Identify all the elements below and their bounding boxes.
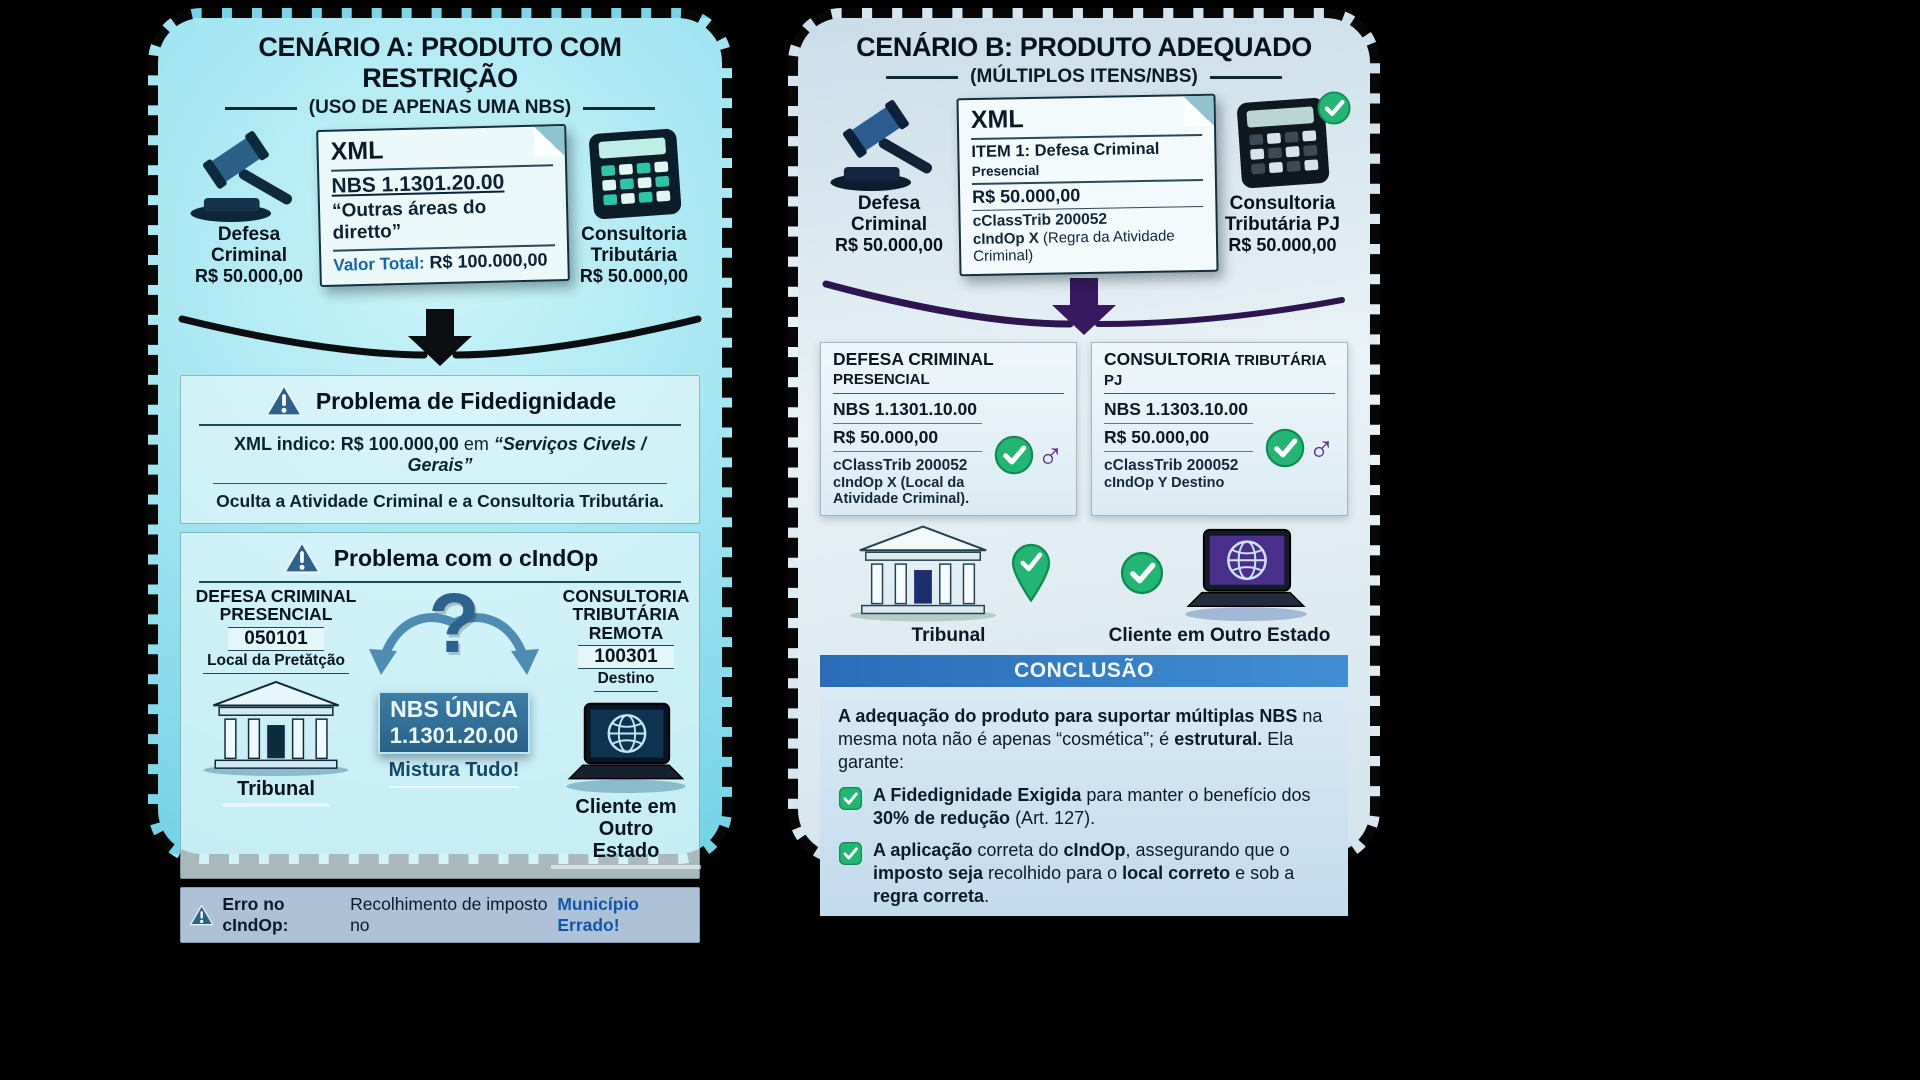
down-arrow-icon (170, 309, 710, 367)
card2-title2: TRIBUTÁRIA PJ (1104, 352, 1327, 389)
nbs-unica-line1: NBS ÚNICA (390, 696, 518, 722)
card1-nbs: NBS 1.1301.10.00 (833, 394, 982, 424)
fidedignidade-line1 (213, 434, 667, 484)
xml-cindop-rest: (Regra da Atividade Criminal) (973, 227, 1175, 266)
problema-cindop-box (180, 532, 700, 879)
card2-body (1104, 394, 1335, 491)
pin-check-icon (1008, 542, 1054, 602)
panel-a-title: CENÁRIO A: PRODUTO COM RESTRIÇÃO (258, 32, 622, 93)
defesa-code: 050101 (228, 627, 323, 651)
card2-nbs: NBS 1.1303.10.00 (1104, 394, 1253, 424)
cliente-place (1091, 524, 1348, 647)
defesa-caption: Local da Pretătção (203, 651, 349, 674)
card2-value: R$ 50.000,00 (1104, 424, 1253, 452)
problema-fidedignidade-title-row (195, 383, 685, 419)
problema-fidedignidade-box (180, 375, 700, 524)
card1-cclasstrib: cClassTrib 200052 (833, 456, 968, 474)
xml-item-line (971, 139, 1202, 181)
bullet1-bold1: A Fidedignidade Exigida (873, 784, 1082, 805)
card1-title1: DEFESA CRIMINAL (833, 349, 994, 369)
xml-total-value: R$ 100.000,00 (429, 249, 548, 273)
check-circle-icon (1264, 427, 1306, 469)
cindop-right-column (551, 587, 701, 869)
tribunal-label-b: Tribunal (911, 624, 986, 646)
cindop-grid (195, 576, 690, 869)
nbs-unica-line2: 1.1301.20.00 (389, 723, 519, 748)
divider (225, 107, 297, 110)
down-arrow-a (180, 309, 700, 367)
gavel-icon (820, 96, 958, 192)
panel-a-header (180, 32, 700, 119)
mistura-tudo-label: Mistura Tudo! (389, 759, 520, 788)
nbs-unica-box (378, 691, 530, 754)
erro-highlight: Município Errado! (557, 894, 639, 936)
item-cards (820, 342, 1348, 516)
bullet2-seg3: recolhido para o (983, 862, 1123, 883)
card2-header (1104, 350, 1335, 394)
check-badge-icon (1316, 90, 1352, 126)
problema-cindop-title: Problema com o cIndOp (333, 544, 599, 571)
xml-description: “Outras áreas do diretto” (331, 196, 487, 244)
calculator-wrap (574, 127, 694, 223)
bullet2-text (873, 839, 1330, 908)
defesa-criminal-label: Defesa Criminal (210, 224, 288, 266)
problema-cindop-title-row (195, 540, 685, 576)
conclusao-seg2: Ela garante: (838, 728, 1294, 772)
check-square-icon (838, 786, 863, 811)
divider (1210, 76, 1282, 79)
tribunal-place (820, 522, 1077, 647)
conclusao-bullet-2 (838, 839, 1330, 908)
xml-indico-mid: em (463, 434, 489, 454)
xml-cindop-line (973, 227, 1204, 265)
conclusao-seg-bold2: estrutural. (1174, 728, 1263, 749)
down-arrow-icon (814, 278, 1354, 336)
xml-document-b (956, 94, 1218, 276)
laptop-globe-icon (551, 698, 701, 794)
defesa-criminal-actor (180, 127, 318, 287)
bullet2-bold3: imposto seja (873, 862, 984, 883)
tribunal-label: Tribunal (223, 778, 329, 807)
consultoria-actor-b (1217, 96, 1348, 256)
xml-indico-quote: “Serviços Civels / Gerais” (407, 434, 646, 475)
cliente-icons (1119, 524, 1321, 622)
card1-value: R$ 50.000,00 (833, 424, 982, 452)
consultoria-remota-title: CONSULTORIA TRIBUTÁRIA REMOTA (562, 586, 690, 643)
bullet2-seg1: correta do (972, 839, 1064, 860)
conclusao-seg1: na mesma nota não é apenas “cosmética”; é (838, 705, 1323, 749)
cliente-label: Cliente em Outro Estado (551, 796, 701, 869)
panel-b-title: CENÁRIO B: PRODUTO ADEQUADO (856, 32, 1312, 62)
defesa-criminal-actor-b (820, 96, 958, 256)
cindop-center-column (361, 576, 547, 869)
conclusao-bullet-1 (838, 784, 1330, 830)
bullet1-seg1: para manter o benefício dos (1081, 784, 1311, 805)
xml-total-line (333, 249, 555, 275)
male-symbol-icon: ♂ (1308, 426, 1335, 468)
panel-a-subtitle: (USO DE APENAS UMA NBS) (308, 97, 572, 118)
panel-a-top-row (180, 127, 700, 305)
bullet1-seg2: (Art. 127). (1010, 807, 1096, 828)
fidedignidade-line2: Oculta a Atividade Criminal e a Consultoria Tributária. (216, 491, 664, 511)
bullet2-seg5: . (984, 885, 990, 906)
card-defesa-criminal (820, 342, 1077, 516)
warning-icon (282, 540, 322, 576)
calculator-wrap-b (1222, 96, 1342, 192)
panel-b-subtitle-row (820, 66, 1348, 88)
panel-b-subtitle: (MÚLTIPLOS ITENS/NBS) (970, 66, 1198, 87)
bullet2-bold2: cIndOp (1063, 839, 1126, 860)
question-mark: ? (428, 576, 480, 670)
xml-cindop-code: cIndOp X (972, 229, 1039, 249)
tribunal-building-icon (195, 678, 357, 776)
warning-icon (189, 904, 214, 927)
xml-cclasstrib: cClassTrib 200052 (972, 210, 1108, 231)
erro-cindop-bar (180, 887, 700, 943)
tribunal-building-icon (844, 522, 1002, 622)
bullet2-bold4: local correto (1122, 862, 1231, 883)
bullet2-bold1: A aplicação (873, 839, 973, 860)
panel-a-subtitle-row (180, 97, 700, 119)
bullet1-bold2: 30% de redução (873, 807, 1011, 828)
consultoria-code: 100301 (578, 645, 673, 669)
xml-item-name: Defesa Criminal (1034, 139, 1160, 160)
defesa-criminal-value: R$ 50.000,00 (194, 266, 304, 287)
tribunal-icons (844, 522, 1054, 622)
consultoria-caption: Destino (594, 669, 659, 692)
conclusao-paragraph (838, 705, 1330, 774)
card2-cclasstrib: cClassTrib 200052 (1104, 457, 1239, 474)
erro-prefix: Erro no cIndOp: (222, 894, 289, 936)
defesa-presencial-title: DEFESA CRIMINAL PRESENCIAL (195, 586, 357, 625)
card1-icons (986, 394, 1064, 507)
defesa-criminal-value-b: R$ 50.000,00 (834, 235, 944, 256)
calculator-icon (574, 127, 694, 223)
gavel-icon (180, 127, 318, 223)
xml-document-a (316, 124, 570, 287)
card2-cindop: cIndOp Y Destino (1104, 475, 1225, 491)
cliente-label-b: Cliente em Outro Estado (1108, 624, 1331, 646)
card1-title2: PRESENCIAL (833, 371, 930, 389)
check-circle-icon (1119, 550, 1165, 596)
consultoria-actor (568, 127, 700, 287)
bullet2-bold5: regra correta (873, 885, 985, 906)
conclusao-bar: CONCLUSÃO (820, 655, 1348, 687)
xml-heading-b: XML (970, 105, 1024, 135)
card2-title1: CONSULTORIA (1104, 349, 1231, 369)
problema-fidedignidade-title: Problema de Fidedignidade (315, 387, 617, 414)
bullet1-text (873, 784, 1330, 830)
check-circle-icon (993, 434, 1035, 476)
bullet2-seg4: e sob a (1230, 862, 1295, 883)
xml-indico-label: XML indico: (234, 434, 336, 454)
card1-header (833, 350, 1064, 394)
down-arrow-b (820, 278, 1348, 336)
panel-cenario-a (148, 8, 732, 936)
laptop-globe-icon (1171, 524, 1321, 622)
places-row (820, 522, 1348, 647)
erro-body: Recolhimento de imposto no (350, 894, 548, 936)
panel-b-top-row (820, 96, 1348, 274)
panel-cenario-b (788, 8, 1380, 906)
question-arrows (361, 576, 547, 693)
xml-nbs-code: NBS 1.1301.20.00 (331, 170, 505, 198)
card-consultoria (1091, 342, 1348, 516)
check-square-icon (838, 841, 863, 866)
xml-heading: XML (330, 136, 384, 166)
divider (583, 107, 655, 110)
xml-indico-value: R$ 100.000,00 (340, 434, 459, 454)
conclusao-body (820, 695, 1348, 916)
consultoria-value-b: R$ 50.000,00 (1228, 235, 1337, 256)
cindop-left-column (195, 587, 357, 869)
card2-fields (1104, 394, 1253, 491)
xml-total-label: Valor Total: (333, 253, 425, 275)
male-symbol-icon: ♂ (1037, 434, 1064, 476)
xml-item-label: ITEM 1: (971, 141, 1031, 162)
divider (199, 424, 681, 426)
defesa-criminal-label-b: Defesa Criminal (850, 193, 928, 235)
card1-fields (833, 394, 982, 507)
consultoria-value: R$ 50.000,00 (579, 266, 688, 287)
xml-item-value: R$ 50.000,00 (972, 184, 1081, 207)
panel-b-header (820, 32, 1348, 88)
consultoria-label-b: Consultoria Tributária PJ (1224, 193, 1340, 235)
card1-cindop: cIndOp X (Local da Atividade Criminal). (833, 474, 970, 507)
card1-body (833, 394, 1064, 507)
bullet2-seg2: , assegurando que o (1125, 839, 1290, 860)
divider (886, 76, 958, 79)
card2-icons (1257, 394, 1335, 491)
conclusao-seg-bold1: A adequação do produto para suportar múltiplas NBS (838, 705, 1298, 726)
xml-item-mode: Presencial (971, 162, 1040, 180)
warning-icon (264, 383, 304, 419)
consultoria-label: Consultoria Tributária (581, 224, 687, 266)
